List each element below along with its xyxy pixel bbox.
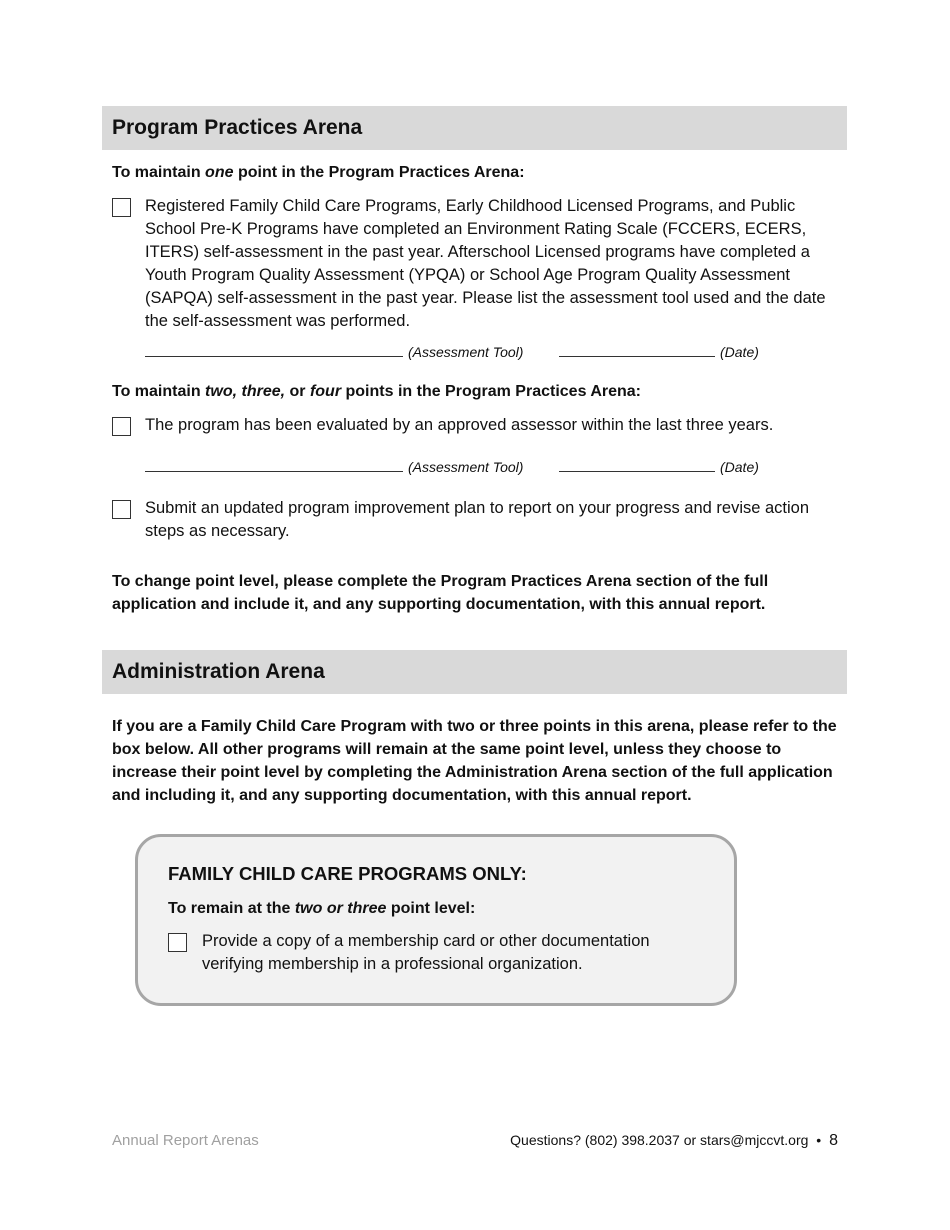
improvement-plan-text: Submit an updated program improvement plan to report on your progress and revise action steps as necessary. bbox=[145, 499, 810, 540]
assessment-tool-field[interactable] bbox=[145, 344, 403, 357]
date-fill-row-2 bbox=[559, 459, 759, 475]
footer-bullet: • bbox=[816, 1132, 822, 1148]
footer-document-title: Annual Report Arenas bbox=[112, 1132, 259, 1149]
heading-emphasis: one bbox=[205, 164, 234, 181]
membership-checkbox[interactable] bbox=[168, 933, 187, 952]
fcc-box-subheading bbox=[168, 900, 475, 918]
section-header-administration bbox=[102, 650, 847, 694]
heading-text: point level: bbox=[386, 900, 476, 917]
administration-intro: If you are a Family Child Care Program with two or three points in this arena, please refer to the box below. All other programs will remain at the same point level, unless they choose to increase their point level by completing the Administration Arena section of the full application and including it, and any supporting documentation, with this annual report. bbox=[112, 718, 837, 804]
footer-contact bbox=[510, 1132, 838, 1150]
self-assessment-checkbox[interactable] bbox=[112, 198, 131, 217]
heading-text: To maintain bbox=[112, 164, 206, 181]
date-field[interactable] bbox=[559, 344, 715, 357]
membership-text: Provide a copy of a membership card or other documentation verifying membership in a professional organization. bbox=[202, 932, 650, 973]
heading-text: points in the Program Practices Arena: bbox=[341, 383, 641, 400]
section-title: Administration Arena bbox=[112, 660, 325, 683]
assessment-tool-label: (Assessment Tool) bbox=[408, 344, 524, 360]
section-title: Program Practices Arena bbox=[112, 116, 363, 139]
heading-emphasis: four bbox=[309, 383, 342, 400]
improvement-plan-checkbox[interactable] bbox=[112, 500, 131, 519]
heading-emphasis: two, three, bbox=[205, 383, 286, 400]
fcc-box-title: FAMILY CHILD CARE PROGRAMS ONLY: bbox=[168, 863, 527, 884]
section-header-program-practices bbox=[102, 106, 847, 150]
footer-contact-text: Questions? (802) 398.2037 or stars@mjccvt.org bbox=[510, 1132, 809, 1148]
maintain-multi-heading bbox=[112, 383, 641, 401]
assessment-tool-field[interactable] bbox=[145, 459, 403, 472]
assessment-tool-label: (Assessment Tool) bbox=[408, 459, 524, 475]
approved-assessor-checkbox[interactable] bbox=[112, 417, 131, 436]
maintain-one-heading bbox=[112, 164, 525, 182]
change-point-note: To change point level, please complete the Program Practices Arena section of the full application and include it, and any supporting documentation, with this annual report. bbox=[112, 573, 769, 613]
page-number: 8 bbox=[829, 1132, 838, 1149]
heading-text: or bbox=[285, 383, 310, 400]
self-assessment-text: Registered Family Child Care Programs, Early Childhood Licensed Programs, and Public School Pre-K Programs have completed an Environment Rating Scale (FCCERS, ECERS, ITERS) self-assessment in the past year. Afterschool Licensed programs have completed a Youth Program Quality Assessment (YPQA) or School Age Program Quality Assessment (SAPQA) self-assessment in the past year. Please list the assessment tool used and the date the self-assessment was performed. bbox=[145, 197, 826, 330]
heading-emphasis: two or three bbox=[294, 900, 387, 917]
date-fill-row-1 bbox=[559, 344, 759, 360]
date-field[interactable] bbox=[559, 459, 715, 472]
date-label: (Date) bbox=[720, 344, 759, 360]
heading-text: To maintain bbox=[112, 383, 206, 400]
date-label: (Date) bbox=[720, 459, 759, 475]
family-child-care-box bbox=[135, 834, 737, 1006]
assessment-fill-row-1 bbox=[145, 344, 523, 360]
approved-assessor-text: The program has been evaluated by an approved assessor within the last three years. bbox=[145, 416, 774, 434]
heading-text: To remain at the bbox=[168, 900, 295, 917]
heading-text: point in the Program Practices Arena: bbox=[233, 164, 525, 181]
assessment-fill-row-2 bbox=[145, 459, 523, 475]
